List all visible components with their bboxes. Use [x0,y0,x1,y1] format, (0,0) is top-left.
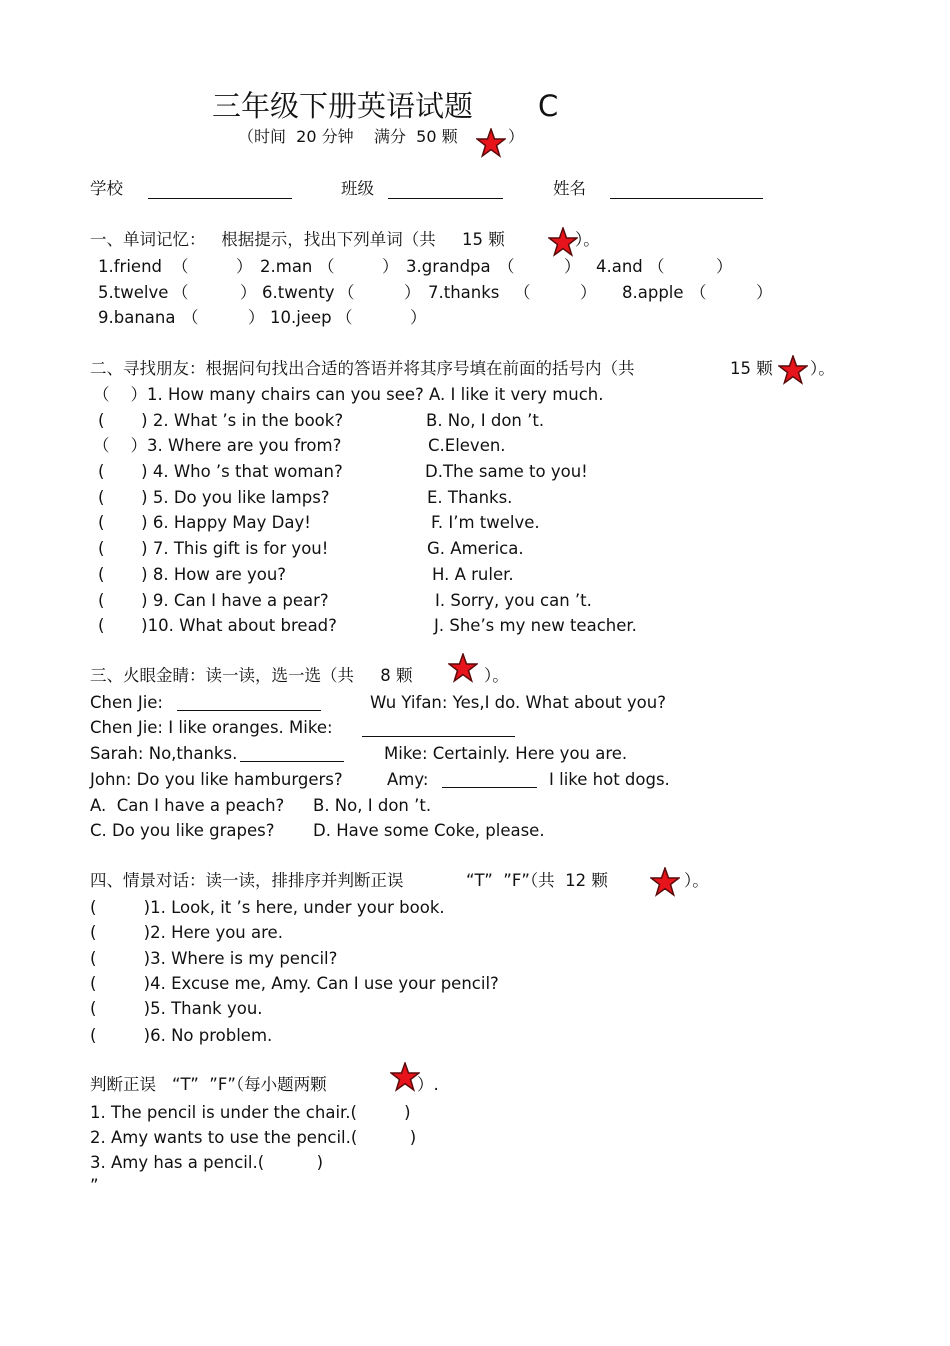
answer-option: C.Eleven. [428,436,506,455]
answer-paren-close: ） [404,283,421,302]
answer-paren-open[interactable]: （ [336,308,353,327]
subtitle: （时间 20 分钟 满分 50 颗 [238,127,458,146]
answer-option: E. Thanks. [427,488,513,507]
section3-heading-end: ）。 [484,666,509,685]
dialogue-line: Mike: Certainly. Here you are. [384,744,628,763]
question-item: ( )10. What about bread? [98,616,337,635]
question-item: ( ) 8. How are you? [98,565,287,584]
tf-item: 3. Amy has a pencil.( ) [90,1153,324,1172]
section4-heading: 四、情景对话：读一读，排排序并判断正误 [90,871,404,890]
dialogue-blank[interactable] [442,787,537,788]
red-star-icon [476,128,506,158]
dialogue-line: John: Do you like hamburgers? [90,770,343,789]
question-item: ( ) 2. What ’s in the book? [98,411,344,430]
answer-paren-close: ） [410,308,427,327]
dialogue-line: Sarah: No,thanks. [90,744,238,763]
option-item: A. Can I have a peach? [90,796,285,815]
tf-item: 2. Amy wants to use the pencil.( ) [90,1128,417,1147]
grade-letter: C [538,89,559,123]
dialogue-blank[interactable] [240,761,344,762]
answer-paren-close: ） [580,283,597,302]
option-item: B. No, I don ’t. [313,796,432,815]
answer-paren-close: ） [248,308,265,327]
section4-tf: “T” ”F”（共 12 颗 [466,871,608,890]
dialogue-item: ( )6. No problem. [90,1026,273,1045]
answer-paren-close: ） [756,283,773,302]
section5-tf: “T” ”F”（每小题两颗 [172,1075,327,1094]
answer-paren-close: ） [382,257,399,276]
name-label: 姓名 [553,179,586,198]
trailing-mark: ” [90,1176,99,1195]
name-blank[interactable] [610,198,763,199]
option-item: D. Have some Coke, please. [313,821,545,840]
red-star-icon [448,653,478,683]
answer-paren-open[interactable]: （ [172,257,189,276]
answer-paren-open[interactable]: （ [498,257,515,276]
answer-paren-open[interactable]: （ [172,283,189,302]
dialogue-blank[interactable] [362,736,515,737]
question-item: ( ) 9. Can I have a pear? [98,591,329,610]
section5-heading: 判断正误 [90,1075,156,1094]
page-title: 三年级下册英语试题 [212,89,474,123]
subtitle-close: ） [508,127,525,146]
answer-paren-open[interactable]: （ [338,283,355,302]
answer-paren-close: ） [564,257,581,276]
question-item: ( ) 7. This gift is for you! [98,539,329,558]
answer-paren-close: ） [240,283,257,302]
class-blank[interactable] [388,198,503,199]
answer-option: J. She’s my new teacher. [434,616,637,635]
section1-heading-end: ）。 [575,230,600,249]
red-star-icon [548,227,578,257]
option-item: C. Do you like grapes? [90,821,275,840]
question-item: （ ）3. Where are you from? [93,436,342,455]
word-item: 5.twelve [98,283,169,302]
word-item: 6.twenty [262,283,335,302]
question-item: （ ）1. How many chairs can you see? A. I like it very much. [93,385,604,404]
question-item: ( ) 6. Happy May Day! [98,513,311,532]
answer-paren-open[interactable]: （ [514,283,531,302]
dialogue-item: ( )1. Look, it ’s here, under your book. [90,898,445,917]
section2-count: 15 颗 [730,359,773,378]
word-item: 3.grandpa [406,257,491,276]
tf-item: 1. The pencil is under the chair.( ) [90,1103,411,1122]
word-item: 7.thanks [428,283,500,302]
question-item: ( ) 4. Who ’s that woman? [98,462,343,481]
word-item: 2.man [260,257,313,276]
answer-option: F. I’m twelve. [431,513,540,532]
word-item: 1.friend [98,257,163,276]
answer-paren-open[interactable]: （ [182,308,199,327]
answer-option: B. No, I don ’t. [426,411,545,430]
question-item: ( ) 5. Do you like lamps? [98,488,330,507]
red-star-icon [650,867,680,897]
dialogue-line: Chen Jie: I like oranges. Mike: [90,718,333,737]
word-item: 8.apple [622,283,684,302]
word-item: 4.and [596,257,643,276]
dialogue-item: ( )3. Where is my pencil? [90,949,338,968]
school-label: 学校 [90,179,123,198]
school-blank[interactable] [148,198,292,199]
red-star-icon [778,355,808,385]
dialogue-blank[interactable] [177,710,321,711]
dialogue-line: I like hot dogs. [549,770,670,789]
word-item: 10.jeep [270,308,332,327]
dialogue-line: Wu Yifan: Yes,I do. What about you? [370,693,666,712]
answer-paren-open[interactable]: （ [648,257,665,276]
answer-option: H. A ruler. [432,565,514,584]
section1-heading: 一、单词记忆： 根据提示，找出下列单词（共 15 颗 [90,230,505,249]
answer-option: G. America. [427,539,524,558]
answer-paren-open[interactable]: （ [690,283,707,302]
dialogue-line: Amy: [387,770,429,789]
answer-paren-open[interactable]: （ [318,257,335,276]
section3-heading: 三、火眼金睛：读一读，选一选（共 8 颗 [90,666,413,685]
dialogue-line: Chen Jie: [90,693,163,712]
section2-heading: 二、寻找朋友：根据问句找出合适的答语并将其序号填在前面的括号内（共 [90,359,635,378]
class-label: 班级 [341,179,374,198]
section5-heading-end: ）. [417,1075,439,1094]
answer-paren-close: ） [716,257,733,276]
answer-option: I. Sorry, you can ’t. [435,591,592,610]
dialogue-item: ( )5. Thank you. [90,999,263,1018]
section2-heading-end: ）。 [810,359,835,378]
section4-heading-end: ）。 [684,871,709,890]
dialogue-item: ( )2. Here you are. [90,923,283,942]
red-star-icon [390,1062,420,1092]
answer-paren-close: ） [236,257,253,276]
answer-option: D.The same to you! [425,462,588,481]
word-item: 9.banana [98,308,176,327]
dialogue-item: ( )4. Excuse me, Amy. Can I use your pencil? [90,974,499,993]
